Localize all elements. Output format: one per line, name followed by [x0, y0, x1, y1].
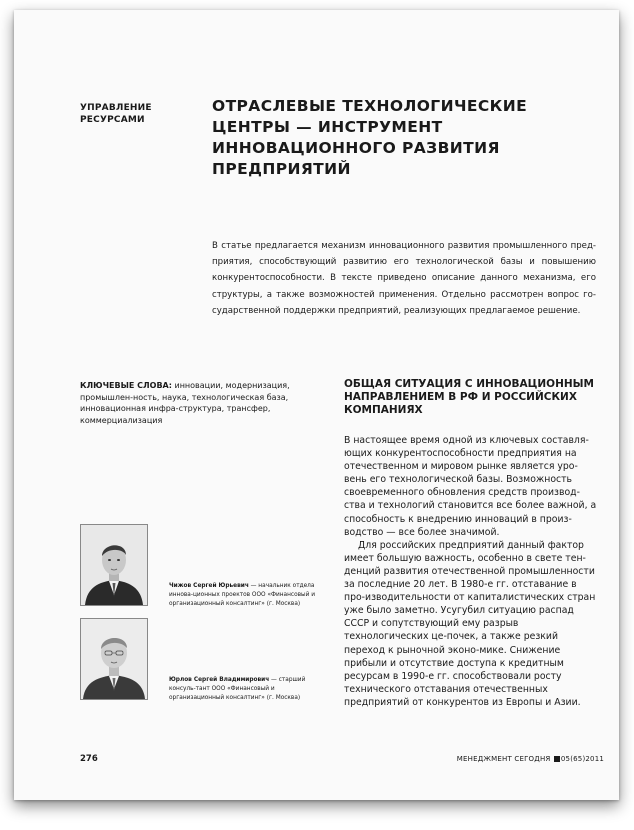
square-bullet-icon — [554, 756, 560, 762]
keywords — [80, 380, 325, 426]
section-heading: ОБЩАЯ СИТУАЦИЯ С ИННОВАЦИОННЫМ НАПРАВЛЕНИЕМ В РФ И РОССИЙСКИХ КОМПАНИЯХ — [344, 378, 595, 416]
author-caption — [169, 582, 329, 609]
journal-footer — [454, 755, 604, 763]
magazine-page — [14, 10, 619, 800]
body-text — [344, 434, 599, 709]
author-photo — [80, 618, 148, 700]
keywords-label: КЛЮЧЕВЫЕ СЛОВА: — [80, 381, 172, 390]
abstract: В статье предлагается механизм инновационного развития промышленного пред-приятия, способствующий развитию его технологической базы и повышению конкурентоспособности. В тексте приведено описание данного механизма, его структуры, а также возможностей применения. Отдельно рассмотрен вопрос го-сударственной поддержки предприятий, реализующих предлагаемое решение. — [212, 241, 596, 316]
author-photo — [80, 524, 148, 606]
page-number: 276 — [80, 754, 98, 764]
author-name: Юрлов Сергей Владимирович — [169, 677, 270, 683]
journal-issue: 05(65)2011 — [560, 755, 604, 763]
author-description: — старший консуль-тант ООО «Финансовый и организационный консалтинг» (г. Москва) — [169, 677, 306, 701]
paragraph: В настоящее время одной из ключевых составля-ющих конкурентоспособности предприятия на отечественном и мировом рынке является уро-вень его технологической базы. Возможность своевременного обновления средств производ-ства и технологий становится все более важной, а способность к внедрению инноваций в произ-водство — все более значимой. — [344, 435, 597, 538]
journal-name: МЕНЕДЖМЕНТ СЕГОДНЯ — [456, 755, 551, 763]
author-caption — [169, 676, 329, 703]
section-label: УПРАВЛЕНИЕ РЕСУРСАМИ — [80, 103, 152, 125]
keywords-text: инновации, модернизация, промышлен-ность, наука, технологическая база, инновационная инфра-структура, трансфер, коммерциализация — [80, 381, 290, 425]
paragraph: Для российских предприятий данный фактор имеет большую важность, особенно в свете тен-денций развития отечественной промышленности за последние 20 лет. В 1980-е гг. отставание в про-изводительности от капиталистических стран уже было заметно. Усугубил ситуацию распад СССР и сопутствующий ему разрыв технологических це-почек, а также резкий переход к рыночной эконо-мике. Снижение прибыли и отсутствие доступа к кредитным ресурсам в 1990-е гг. способствовали росту технического отставания отечественных предприятий от конкурентов из Европы и Азии. — [344, 539, 596, 708]
article-title: ОТРАСЛЕВЫЕ ТЕХНОЛОГИЧЕСКИЕ ЦЕНТРЫ — ИНСТРУМЕНТ ИННОВАЦИОННОГО РАЗВИТИЯ ПРЕДПРИЯТИЙ — [212, 97, 528, 178]
author-description: — начальник отдела иннова-ционных проектов ООО «Финансовый и организационный консалтинг» (г. Москва) — [169, 583, 315, 607]
author-name: Чижов Сергей Юрьевич — [169, 583, 249, 589]
